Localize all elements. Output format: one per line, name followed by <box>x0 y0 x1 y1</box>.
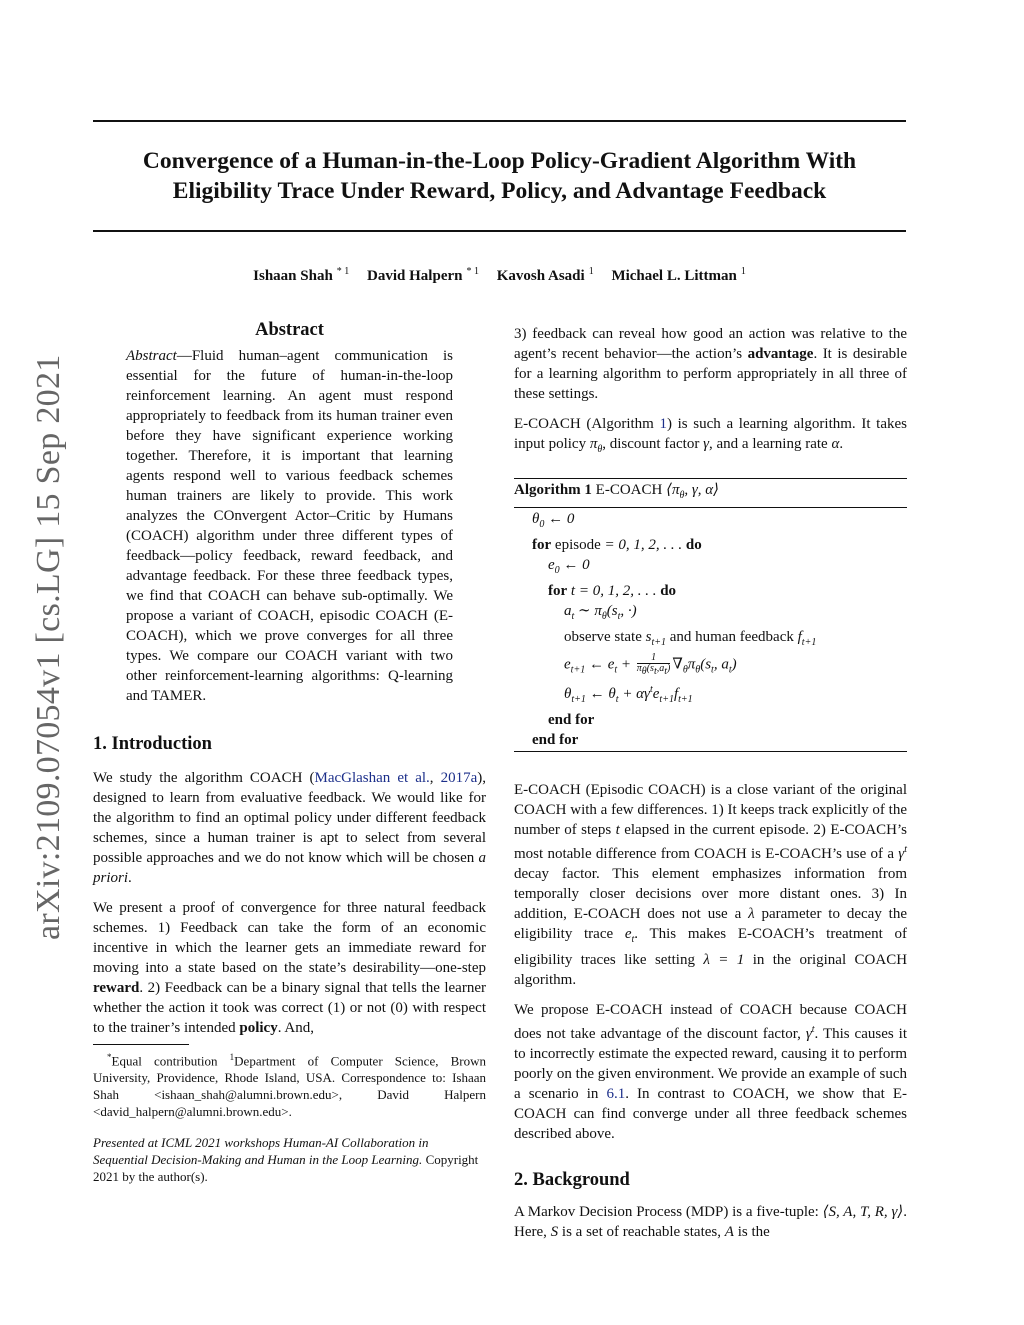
abstract-heading: Abstract <box>255 320 324 340</box>
section-heading-background: 2. Background <box>514 1170 630 1191</box>
algo-line: $\theta_{t+1}$ ← $\theta_t + \alpha\gamma^te_{t+1}f_{t+1}$ <box>564 684 693 706</box>
ecoach-paragraph: E-COACH (Episodic COACH) is a close variant of the original COACH with a few differences. 1) It keeps track explicitly of the number of steps t elapsed in the current episode. 2) E-COACH’s most notable difference from COACH is E-COACH’s use of a $\gamma^t$ decay factor. This element emphasizes information from temporally closer decisions over more distant ones. 3) In addition, E-COACH does not use a λ parameter to decay the eligibility trace $e_t$. This makes E-COACH’s treatment of eligibility traces like setting λ = 1 in the original COACH algorithm. <box>514 782 908 989</box>
author-name: Ishaan Shah <box>253 268 333 284</box>
title-line-2: Eligibility Trace Under Reward, Policy, and Advantage Feedback <box>172 178 827 204</box>
algo-line: end for <box>548 712 595 729</box>
intro-paragraph-3: 3) feedback can reveal how good an action was relative to the agent’s recent behavior—the action’s advantage. It is desirable for a learning algorithm to perform appropriately in all three of these settings. <box>514 326 907 402</box>
title-line-1: Convergence of a Human-in-the-Loop Policy-Gradient Algorithm With <box>142 148 857 174</box>
footnote-venue: Presented at ICML 2021 workshops Human-AI Collaboration in Sequential Decision-Making and Human in the Loop Learning. Copyright 2021 by the author(s). <box>93 1135 479 1185</box>
abstract-lead: Abstract <box>126 348 177 364</box>
intro-paragraph-4: E-COACH (Algorithm 1) is such a learning algorithm. It takes input policy $\pi_\theta$, discount factor γ, and a learning rate α. <box>514 416 907 455</box>
section-heading-introduction: 1. Introduction <box>93 734 212 754</box>
background-paragraph: A Markov Decision Process (MDP) is a five-tuple: ⟨S, A, T, R, γ⟩. Here, S is a set of reachable states, A is the <box>514 1204 907 1241</box>
paper-title <box>93 146 906 206</box>
title-rule-top <box>93 120 906 122</box>
author-affiliation-mark: 1 <box>588 266 594 277</box>
abstract-text: —Fluid human–agent communication is essential for the future of human-in-the-loop reinforcement learning. An agent must respond appropriately to feedback from its human trainer even before they have significant experience working together. Therefore, it is important that learning agents respond well to various feedback schemes human trainers are likely to provide. This work analyzes the COnvergent Actor–Critic by Humans (COACH) algorithm under three different types of feedback—policy feedback, reward feedback, and advantage feedback. For these three feedback types, we find that COACH can behave sub-optimally. We propose a variant of COACH, episodic COACH (E-COACH), which we prove converges for all three types. We compare our COACH variant with two other reinforcement-learning algorithms: Q-learning and TAMER. <box>126 348 453 704</box>
algorithm-ref-link[interactable]: 1 <box>659 416 667 432</box>
right-column <box>514 324 907 1242</box>
author-name: Michael L. Littman <box>611 268 737 284</box>
author-name: Kavosh Asadi <box>496 268 585 284</box>
footnote-rule <box>93 1044 189 1045</box>
motivation-paragraph: We propose E-COACH instead of COACH because COACH does not take advantage of the discount factor, $\gamma^t$. This causes it to incorrectly estimate the expected reward, causing it to perform poorly on the given environment. We provide an example of such a scenario in 6.1. In contrast to COACH, we show that E-COACH can find converge under all three feedback schemes described above. <box>514 1002 907 1143</box>
citation-link[interactable]: MacGlashan et al. <box>314 770 430 786</box>
algo-line: observe state $s_{t+1}$ and human feedback $f_{t+1}$ <box>564 629 817 648</box>
footnote-affiliation: *Equal contribution $^1$Department of Computer Science, Brown University, Providence, Rhode Island, USA. Correspondence to: Ishaan Shah <ishaan_shah@alumni.brown.edu>, David Halpern <david_halpern@alumni.brown.edu>. <box>93 1052 487 1120</box>
author-affiliation-mark: 1 <box>740 266 746 277</box>
algo-line: end for <box>532 732 579 749</box>
author <box>253 268 349 284</box>
algorithm-box <box>514 478 907 752</box>
author <box>367 268 479 284</box>
algorithm-body <box>514 508 907 751</box>
author-affiliation-mark: * 1 <box>466 266 479 277</box>
title-rule-bottom <box>93 230 906 232</box>
author-list <box>93 266 906 285</box>
intro-paragraph-1: We study the algorithm COACH (MacGlashan et al., 2017a), designed to learn from evaluative feedback. We would like for the algorithm to find an optimal policy under different feedback schemes, since a human trainer is apt to select from several possible approaches and we do not know which will be chosen a priori. <box>93 770 486 886</box>
section-ref-link[interactable]: 6.1 <box>606 1086 626 1103</box>
algo-line: for t = 0, 1, 2, . . . do <box>548 583 677 599</box>
author <box>497 268 594 284</box>
algo-line: $a_t$ ∼ $\pi_\theta(s_t$, ·) <box>564 603 637 622</box>
algo-line: $e_0$ ← 0 <box>548 557 590 576</box>
citation-year-link[interactable]: 2017a <box>440 770 478 786</box>
algo-line: $e_{t+1}$ ← $e_t$ + $\frac{1}{\pi_\theta(s_t,a_t)}$ $\nabla_\theta\pi_\theta(s_t$, $a_t$) <box>564 652 737 677</box>
arxiv-side-stamp: arXiv:2109.07054v1 [cs.LG] 15 Sep 2021 <box>30 354 67 940</box>
algo-line: for episode = 0, 1, 2, . . . do <box>532 537 702 553</box>
author-name: David Halpern <box>367 268 463 284</box>
author <box>611 268 745 284</box>
author-affiliation-mark: * 1 <box>336 266 350 277</box>
abstract-body <box>126 346 453 706</box>
algorithm-caption: Algorithm 1 E-COACH $⟨\pi_\theta$, γ, α⟩ <box>514 479 907 508</box>
left-column <box>93 320 486 1185</box>
algo-line: $\theta_0$ ← 0 <box>532 511 575 530</box>
intro-paragraph-2: We present a proof of convergence for three natural feedback schemes. 1) Feedback can take the form of an economic incentive in which the learner gets an immediate reward for moving into a state based on the state’s desirability—one-step reward. 2) Feedback can be a binary signal that tells the learner whether the action it took was correct (1) or not (0) with respect to the trainer’s intended policy. And, <box>93 900 486 1036</box>
